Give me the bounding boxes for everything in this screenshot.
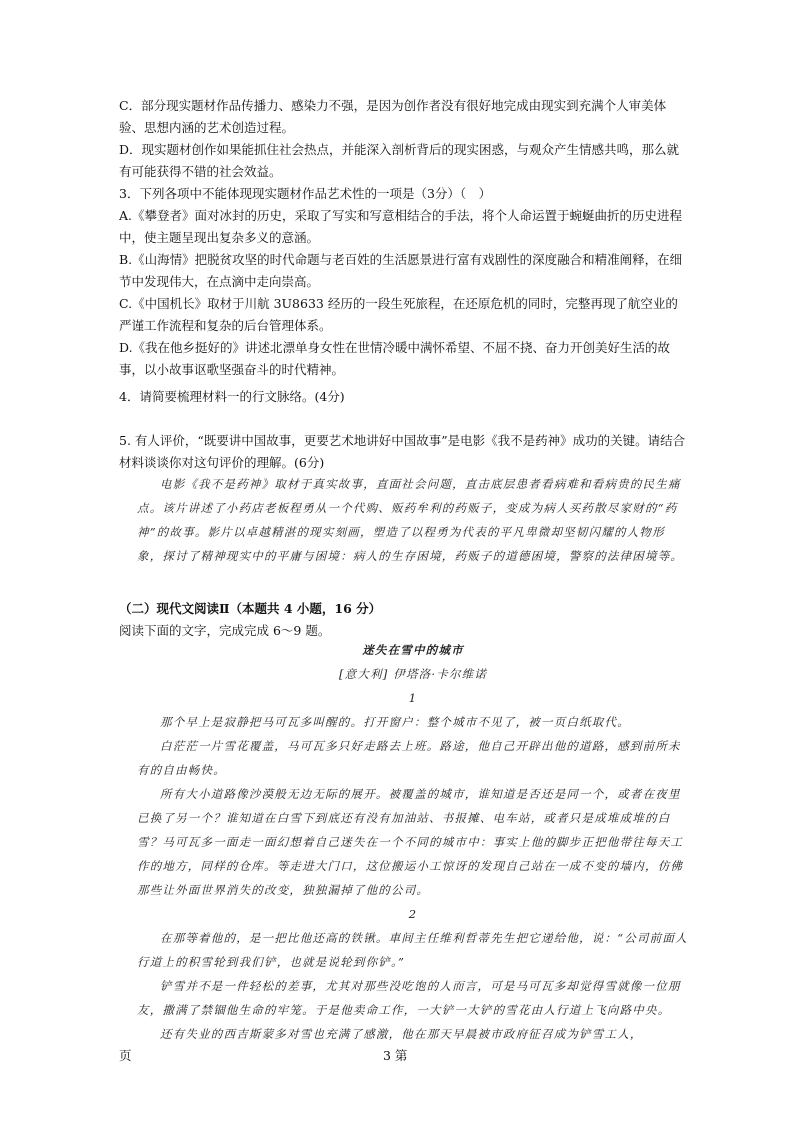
- section-2-heading: （二）现代文阅读Ⅱ（本题共 4 小题，16 分）: [119, 601, 382, 616]
- question-3-option-a: A.《攀登者》面对冰封的历史，采取了写实和写意相结合的手法，将个人命运置于蜿蜒曲折的历史进程中，使主题呈现出复杂多义的意涵。: [119, 208, 683, 245]
- question-3-stem: 3．下列各项中不能体现现实题材作品艺术性的一项是（3分）（ ）: [119, 186, 492, 201]
- part-2-number: 2: [408, 907, 418, 921]
- part-2-paragraph-2: 铲雪并不是一件轻松的差事，尤其对那些没吃饱的人而言，可是马可瓦多却觉得雪就像一位朋友，撒满了禁锢他生命的牢笼。于是他卖命工作，一大铲一大铲的雪花由人行道上飞向路中央。: [137, 979, 681, 1017]
- passage-author: [意大利] 伊塔洛·卡尔维诺: [338, 667, 488, 681]
- part-2-paragraph-1: 在那等着他的，是一把比他还高的铁锹。車间主任维利哲蒂先生把它递给他，说：“公司前面人行道上的积雪轮到我们铲，也就是说轮到你铲。”: [137, 931, 688, 969]
- section-2-header: [119, 598, 689, 642]
- handwritten-passage: [137, 638, 689, 1046]
- part-1-number: 1: [408, 691, 418, 705]
- part-1-paragraph-1: 那个早上是寂静把马可瓦多叫醒的。打开窗户：整个城市不见了，被一页白纸取代。: [160, 715, 630, 729]
- question-4: [119, 386, 689, 408]
- question-3-option-c: C.《中国机长》取材于川航 3U8633 经历的一段生死旅程，在还原危机的同时，完整再现了航空业的严谨工作流程和复杂的后台管理体系。: [119, 296, 678, 333]
- section-2-instruction: 阅读下面的文字，完成完成 6～9 题。: [119, 623, 331, 638]
- question-3-option-d: D.《我在他乡挺好的》讲述北漂单身女性在世情冷暖中满怀希望、不屈不挠、奋力开创美好生活的故事，以小故事讴歌坚强奋斗的时代精神。: [119, 340, 671, 377]
- question-3-option-b: B.《山海情》把脱贫攻坚的时代命题与老百姓的生活愿景进行富有戏剧性的深度融合和精准阐释，在细节中发现伟大，在点滴中走向崇高。: [119, 252, 683, 289]
- question-5: [119, 430, 689, 474]
- part-1-paragraph-3: 所有大小道路像沙漠般无边无际的展开。被覆盖的城市，谁知道是否还是同一个，或者在夜里已换了另一个？谁知道在白雪下到底还有没有加油站、书报摊、电车站，或者只是成堆成堆的白雪？马可瓦多一面走一面幻想着自己迷失在一个不同的城市中：事实上他的脚步正把他带往每天工作的地方，同样的仓库。等走进大门口，这位搬运小工惊讶的发现自己站在一成不变的墙内，仿佛那些让外面世界消失的改变，独独漏掉了他的公司。: [137, 787, 684, 897]
- question-5-text: 5. 有人评价，“既要讲中国故事，更要艺术地讲好中国故事”是电影《我不是药神》成功的关键。请结合材料谈谈你对这句评价的理解。(6分): [119, 433, 686, 470]
- footer-left: 页: [119, 1048, 132, 1063]
- part-1-paragraph-2: 白茫茫一片雪花覆盖，马可瓦多只好走路去上班。路途，他自己开辟出他的道路，感到前所未有的自由畅快。: [137, 739, 681, 777]
- options-top: [119, 95, 689, 381]
- handwritten-answer: [137, 472, 689, 568]
- passage-title: 迷失在雪中的城市: [362, 643, 464, 657]
- question-4-text: 4．请简要梳理材料一的行文脉络。(4分): [119, 389, 345, 404]
- option-c-top: C．部分现实题材作品传播力、感染力不强，是因为创作者没有很好地完成由现实到充满个人审美体验、思想内涵的艺术创造过程。: [119, 98, 667, 135]
- answer-text: 电影《我不是药神》取材于真实故事，直面社会问题，直击底层患者看病难和看病贵的民生痛点。该片讲述了小药店老板程勇从一个代购、贩药牟利的药贩子，变成为病人买药散尽家财的“药神”的故事。影片以卓越精湛的现实刻画，塑造了以程勇为代表的平凡卑微却坚韧闪耀的人物形象，探讨了精神现实中的平庸与困境：病人的生存困境，药贩子的道德困境，警察的法律困境等。: [137, 477, 684, 563]
- footer-page-number: 3 第: [383, 1048, 408, 1063]
- option-d-top: D．现实题材创作如果能抓住社会热点，并能深入剖析背后的现实困惑，与观众产生情感共鸣，那么就有可能获得不错的社会效益。: [119, 142, 680, 179]
- part-2-paragraph-3: 还有失业的西吉斯蒙多对雪也充满了感激，他在那天早晨被市政府征召成为铲雪工人，: [160, 1027, 643, 1041]
